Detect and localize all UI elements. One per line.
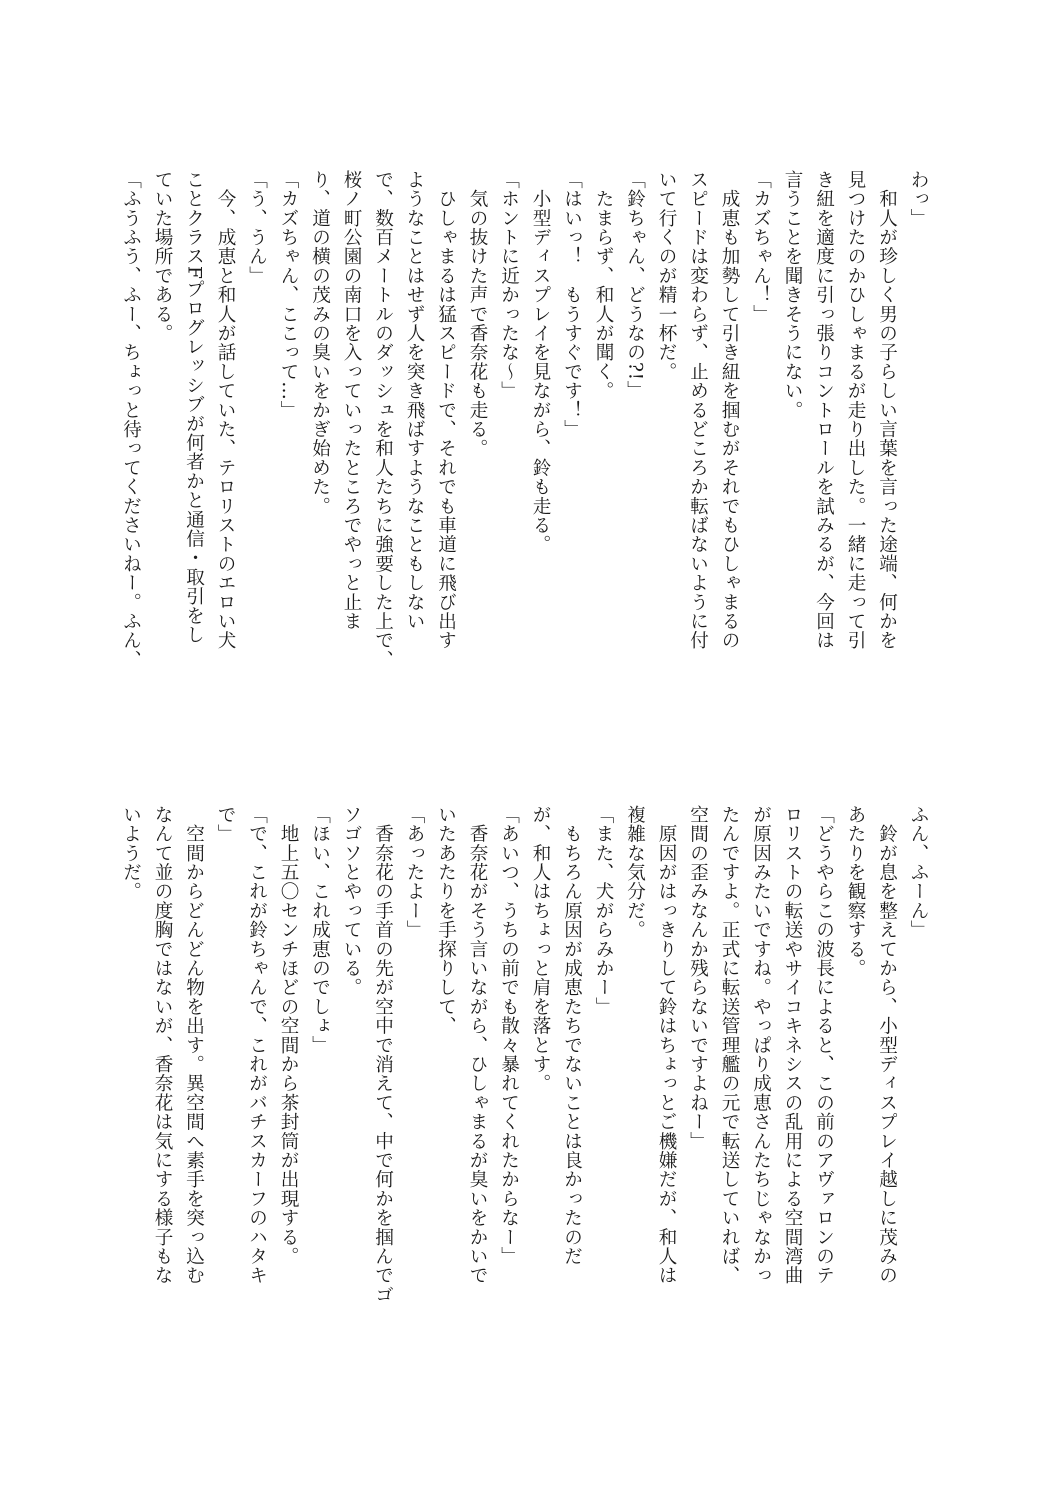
text-line: 成恵も加勢して引き紐を掴むがそれでもひしゃまるの — [719, 170, 740, 650]
text-line: 「あいつ、うちの前でも散々暴れてくれたからなー」 — [498, 805, 520, 1266]
text-line: 空間からどんどん物を出す。異空間へ素手を突っ込む — [183, 805, 205, 1285]
text-line: 気の抜けた声で香奈花も走る。 — [467, 170, 488, 458]
text-line: 原因がはっきりして鈴はちょっとご機嫌だが、和人は — [656, 805, 677, 1285]
text-line: 「カズちゃん！」 — [750, 170, 772, 324]
text-line: が、和人はちょっと肩を落とす。 — [530, 805, 551, 1093]
text-line: 香奈花がそう言いながら、ひしゃまるが臭いをかいで — [467, 805, 488, 1285]
text-line: 「ホントに近かったな～」 — [498, 170, 520, 401]
text-line: 香奈花の手首の先が空中で消えて、中で何かを掴んでゴ — [372, 805, 394, 1305]
text-line: き紐を適度に引っ張りコントロールを試みるが、今回は — [813, 170, 835, 650]
text-line: たんですよ。正式に転送管理艦の元で転送していれば、 — [719, 805, 740, 1285]
text-line: ソゴソとやっている。 — [341, 805, 362, 997]
text-line: 地上五〇センチほどの空間から茶封筒が出現する。 — [278, 805, 299, 1266]
text-line: 和人が珍しく男の子らしい言葉を言った途端、何かを — [876, 170, 898, 650]
text-line: もちろん原因が成恵たちでないことは良かったのだ — [561, 805, 583, 1266]
text-line: なんて並の度胸ではないが、香奈花は気にする様子もな — [152, 805, 173, 1285]
text-line: 「鈴ちゃん、どうなの?!」 — [624, 170, 646, 400]
text-line: いたあたりを手探りして、 — [435, 805, 457, 1036]
text-line: 桜ノ町公園の南口を入っていったところでやっと止ま — [341, 170, 362, 631]
text-line: 「はいっ！ もうすぐです！」 — [561, 170, 583, 439]
text-line: ふん、ふーん」 — [908, 805, 929, 940]
text-line: が原因みたいですね。やっぱり成恵さんたちじゃなかっ — [750, 805, 772, 1285]
text-line: 「あったよー」 — [404, 805, 425, 940]
text-line: 今、成恵と和人が話していた、テロリストのエロい犬 — [215, 170, 236, 650]
text-line: ていた場所である。 — [152, 170, 173, 343]
text-line: ことクラスFプログレッシブが何者かと通信・取引をし — [183, 170, 205, 645]
text-line: り、道の横の茂みの臭いをかぎ始めた。 — [309, 170, 331, 516]
text-line: 見つけたのかひしゃまるが走り出した。一緒に走って引 — [845, 170, 866, 650]
text-line: 「ふうふう、ふー、ちょっと待ってくださいねー。ふん、 — [120, 170, 142, 670]
text-line: わっ」 — [908, 170, 929, 228]
text-line: 空間の歪みなんか残らないですよねー」 — [687, 805, 709, 1151]
text-line: 「また、犬がらみかー」 — [593, 805, 614, 1017]
text-line: 言うことを聞きそうにない。 — [782, 170, 803, 420]
text-line: スピードは変わらず、止めるどころか転ばないように付 — [687, 170, 709, 650]
text-line: 複雑な気分だ。 — [624, 805, 646, 940]
text-line: ロリストの転送やサイコキネシスの乱用による空間湾曲 — [782, 805, 803, 1285]
text-line: あたりを観察する。 — [845, 805, 866, 978]
text-line: ひしゃまるは猛スピードで、それでも車道に飛び出す — [435, 170, 457, 650]
text-line: で、数百メートルのダッシュを和人たちに強要した上で、 — [372, 170, 394, 670]
text-line: いて行くのが精一杯だ。 — [656, 170, 677, 382]
text-line: いようだ。 — [120, 805, 142, 901]
text-line: 「う、うん」 — [246, 170, 268, 286]
text-line: 「どうやらこの波長によると、この前のアヴァロンのテ — [813, 805, 835, 1285]
text-line: 「カズちゃん、ここって…」 — [278, 170, 299, 420]
text-line: 「ほい、これ成恵のでしょ」 — [309, 805, 331, 1055]
text-line: 小型ディスプレイを見ながら、鈴も走る。 — [530, 170, 551, 554]
text-line: 鈴が息を整えてから、小型ディスプレイ越しに茂みの — [876, 805, 898, 1285]
lower-text-block — [114, 805, 934, 1345]
upper-text-block — [114, 170, 934, 710]
text-line: で」 — [215, 805, 236, 844]
text-line: 「で、これが鈴ちゃんで、これがバチスカーフのハタキ — [246, 805, 268, 1285]
text-line: たまらず、和人が聞く。 — [593, 170, 614, 401]
text-line: ようなことはせず人を突き飛ばすようなこともしない — [404, 170, 425, 631]
